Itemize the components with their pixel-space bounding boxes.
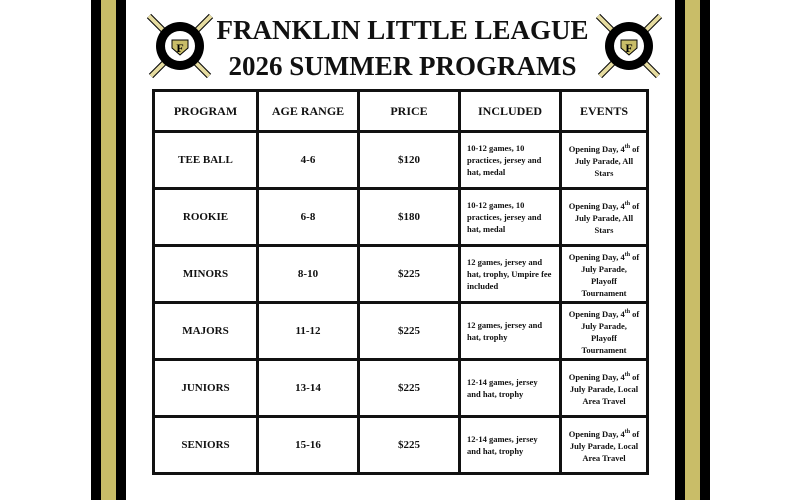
program-cell: MINORS: [154, 246, 258, 303]
table-row: [154, 303, 648, 360]
events-text: Opening Day, 4: [568, 200, 625, 211]
events-text-rest: of July Parade, All Stars: [574, 200, 640, 235]
included-cell: 12 games, jersey and hat, trophy: [460, 303, 561, 360]
table-row: [154, 360, 648, 417]
events-sup: th: [624, 372, 631, 379]
events-sup: th: [624, 144, 631, 151]
programs-table: [152, 89, 649, 475]
page-title-line1: FRANKLIN LITTLE LEAGUE: [216, 15, 589, 45]
price-cell: $225: [359, 417, 460, 474]
events-sup: th: [624, 201, 631, 208]
included-cell: 12-14 games, jersey and hat, trophy: [460, 417, 561, 474]
events-cell: [561, 132, 648, 189]
events-cell: [561, 246, 648, 303]
events-cell: [561, 303, 648, 360]
col-program: PROGRAM: [154, 91, 258, 132]
program-cell: SENIORS: [154, 417, 258, 474]
table-row: [154, 246, 648, 303]
price-cell: $225: [359, 246, 460, 303]
events-sup: th: [624, 429, 631, 436]
events-text-rest: of July Parade, Local Area Travel: [569, 428, 640, 463]
events-text: Opening Day, 4: [568, 251, 625, 262]
svg-text:F: F: [176, 41, 184, 55]
events-text: Opening Day, 4: [568, 428, 625, 439]
left-gold-stripe: [101, 0, 116, 500]
included-cell: 12-14 games, jersey and hat, trophy: [460, 360, 561, 417]
program-cell: JUNIORS: [154, 360, 258, 417]
events-sup: th: [624, 252, 631, 259]
age-range-cell: 4-6: [258, 132, 359, 189]
league-logo-right: [590, 8, 668, 84]
age-range-cell: 6-8: [258, 189, 359, 246]
events-text: Opening Day, 4: [568, 308, 625, 319]
included-cell: 10-12 games, 10 practices, jersey and hat, medal: [460, 132, 561, 189]
events-text: Opening Day, 4: [568, 143, 625, 154]
program-cell: ROOKIE: [154, 189, 258, 246]
table-row: [154, 189, 648, 246]
table-header-row: [154, 91, 648, 132]
age-range-cell: 13-14: [258, 360, 359, 417]
included-cell: 12 games, jersey and hat, trophy, Umpire fee included: [460, 246, 561, 303]
events-text-rest: of July Parade, Playoff Tournament: [581, 308, 640, 355]
col-age-range: AGE RANGE: [258, 91, 359, 132]
table-row: [154, 417, 648, 474]
age-range-cell: 15-16: [258, 417, 359, 474]
included-cell: 10-12 games, 10 practices, jersey and hat, medal: [460, 189, 561, 246]
col-events: EVENTS: [561, 91, 648, 132]
svg-text:F: F: [625, 41, 633, 55]
table-row: [154, 132, 648, 189]
price-cell: $180: [359, 189, 460, 246]
program-cell: TEE BALL: [154, 132, 258, 189]
events-sup: th: [624, 309, 631, 316]
price-cell: $120: [359, 132, 460, 189]
age-range-cell: 11-12: [258, 303, 359, 360]
events-cell: [561, 417, 648, 474]
col-price: PRICE: [359, 91, 460, 132]
events-text-rest: of July Parade, Local Area Travel: [569, 371, 640, 406]
price-cell: $225: [359, 360, 460, 417]
events-text-rest: of July Parade, All Stars: [574, 143, 640, 178]
age-range-cell: 8-10: [258, 246, 359, 303]
page-title-line2: 2026 SUMMER PROGRAMS: [228, 51, 577, 81]
events-text: Opening Day, 4: [568, 371, 625, 382]
league-logo: [141, 8, 219, 84]
col-included: INCLUDED: [460, 91, 561, 132]
events-text-rest: of July Parade, Playoff Tournament: [581, 251, 640, 298]
events-cell: [561, 360, 648, 417]
events-cell: [561, 189, 648, 246]
price-cell: $225: [359, 303, 460, 360]
right-gold-stripe: [685, 0, 700, 500]
program-cell: MAJORS: [154, 303, 258, 360]
